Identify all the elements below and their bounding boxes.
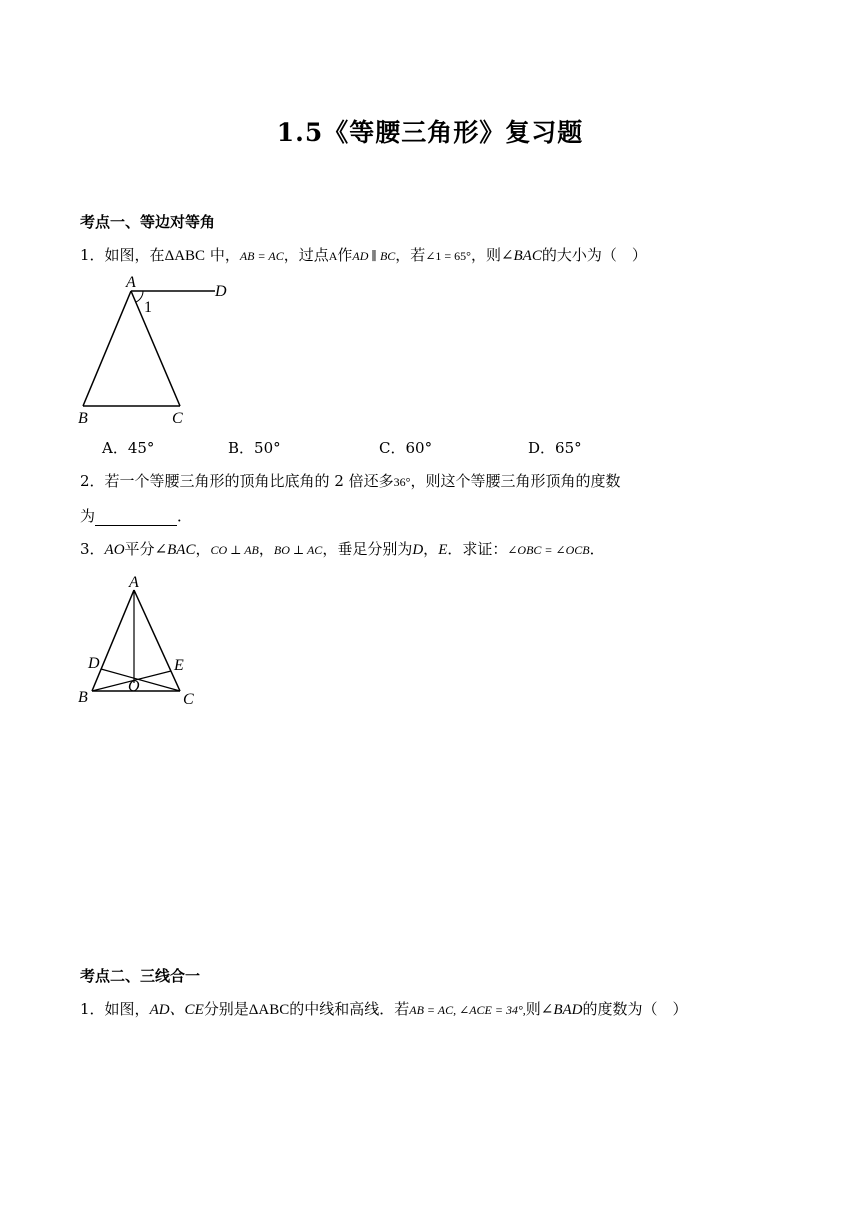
question-text: 平分 <box>124 540 155 558</box>
question-text: 的大小为（ ） <box>541 246 647 264</box>
question-text: ．求证： <box>447 540 508 558</box>
option-c: C．60° <box>379 439 433 457</box>
question-number: 1． <box>80 246 105 264</box>
question-text: 分别是 <box>203 1000 249 1018</box>
math-equation: AB = AC <box>239 249 284 263</box>
label-c: C <box>172 410 183 427</box>
question-text: 为 <box>80 507 96 525</box>
question-text: 若一个等腰三角形的顶角比底角的 2 倍还多 <box>104 472 394 490</box>
math-angle: ∠BAC <box>154 542 196 558</box>
label-b: B <box>78 689 88 706</box>
label-angle-1: 1 <box>144 299 152 316</box>
math-perpendicular: BO ⊥ AC <box>273 543 323 557</box>
question-text: 作 <box>337 246 353 264</box>
question-text: 则 <box>525 1000 541 1018</box>
answer-blank[interactable] <box>95 511 177 526</box>
math-parallel: AD ∥ BC <box>352 249 396 263</box>
figure-triangle-abc-o <box>70 570 210 710</box>
label-a: A <box>129 574 139 591</box>
figure-triangle-abc <box>70 270 240 430</box>
math-segments: AD、CE <box>149 1002 204 1018</box>
math-condition: AB = AC, ∠ACE = 34°, <box>409 1003 526 1017</box>
option-b: B．50° <box>228 439 281 457</box>
question-text: ， <box>258 540 274 558</box>
question-text: 如图，在 <box>104 246 165 264</box>
option-d: D．65° <box>528 439 582 457</box>
label-a: A <box>126 274 136 291</box>
math-angle: ∠BAD <box>540 1002 583 1018</box>
math-triangle: ΔABC <box>164 248 206 264</box>
math-segment: AO <box>104 542 125 558</box>
question-text: ，过点 <box>283 246 329 264</box>
math-triangle: ΔABC <box>248 1002 290 1018</box>
question-number: 1． <box>80 1000 105 1018</box>
question-text: 的中线和高线．若 <box>289 1000 410 1018</box>
question-text: 的度数为（ ） <box>582 1000 688 1018</box>
question-text: 如图， <box>104 1000 150 1018</box>
math-angle: ∠BAC <box>500 248 542 264</box>
label-d: D <box>215 283 227 300</box>
question-1-2-continued <box>80 505 192 526</box>
question-number: 3． <box>80 540 105 558</box>
question-text: ，垂足分别为 <box>322 540 413 558</box>
label-o: O <box>128 678 140 695</box>
question-number: 2． <box>80 472 105 490</box>
math-point: A <box>328 249 338 263</box>
question-1-3 <box>80 538 605 559</box>
label-d: D <box>88 655 100 672</box>
question-text: ， <box>195 540 211 558</box>
question-text: ． <box>177 507 193 525</box>
question-1-2 <box>80 470 620 491</box>
math-point: E <box>438 542 448 558</box>
math-angle: 36° <box>393 475 411 489</box>
math-equation: ∠OBC = ∠OCB <box>507 543 590 557</box>
question-text: ，则这个等腰三角形顶角的度数 <box>410 472 621 490</box>
label-b: B <box>78 410 88 427</box>
question-text: 中， <box>205 246 240 264</box>
page-title: 1.5《等腰三角形》复习题 <box>276 118 584 147</box>
option-a: A．45° <box>102 439 155 457</box>
label-e: E <box>174 657 184 674</box>
math-angle: ∠1 = 65° <box>425 249 471 263</box>
question-text: ， <box>423 540 439 558</box>
question-1-1 <box>80 244 647 265</box>
label-c: C <box>183 691 194 708</box>
question-2-1 <box>80 998 688 1019</box>
question-text: ，若 <box>395 246 426 264</box>
section-heading-2: 考点二、三线合一 <box>80 967 201 985</box>
math-point: D <box>412 542 424 558</box>
question-text: ，则 <box>470 246 501 264</box>
question-text: ． <box>589 540 605 558</box>
section-heading-1: 考点一、等边对等角 <box>80 213 216 231</box>
math-perpendicular: CO ⊥ AB <box>210 543 259 557</box>
